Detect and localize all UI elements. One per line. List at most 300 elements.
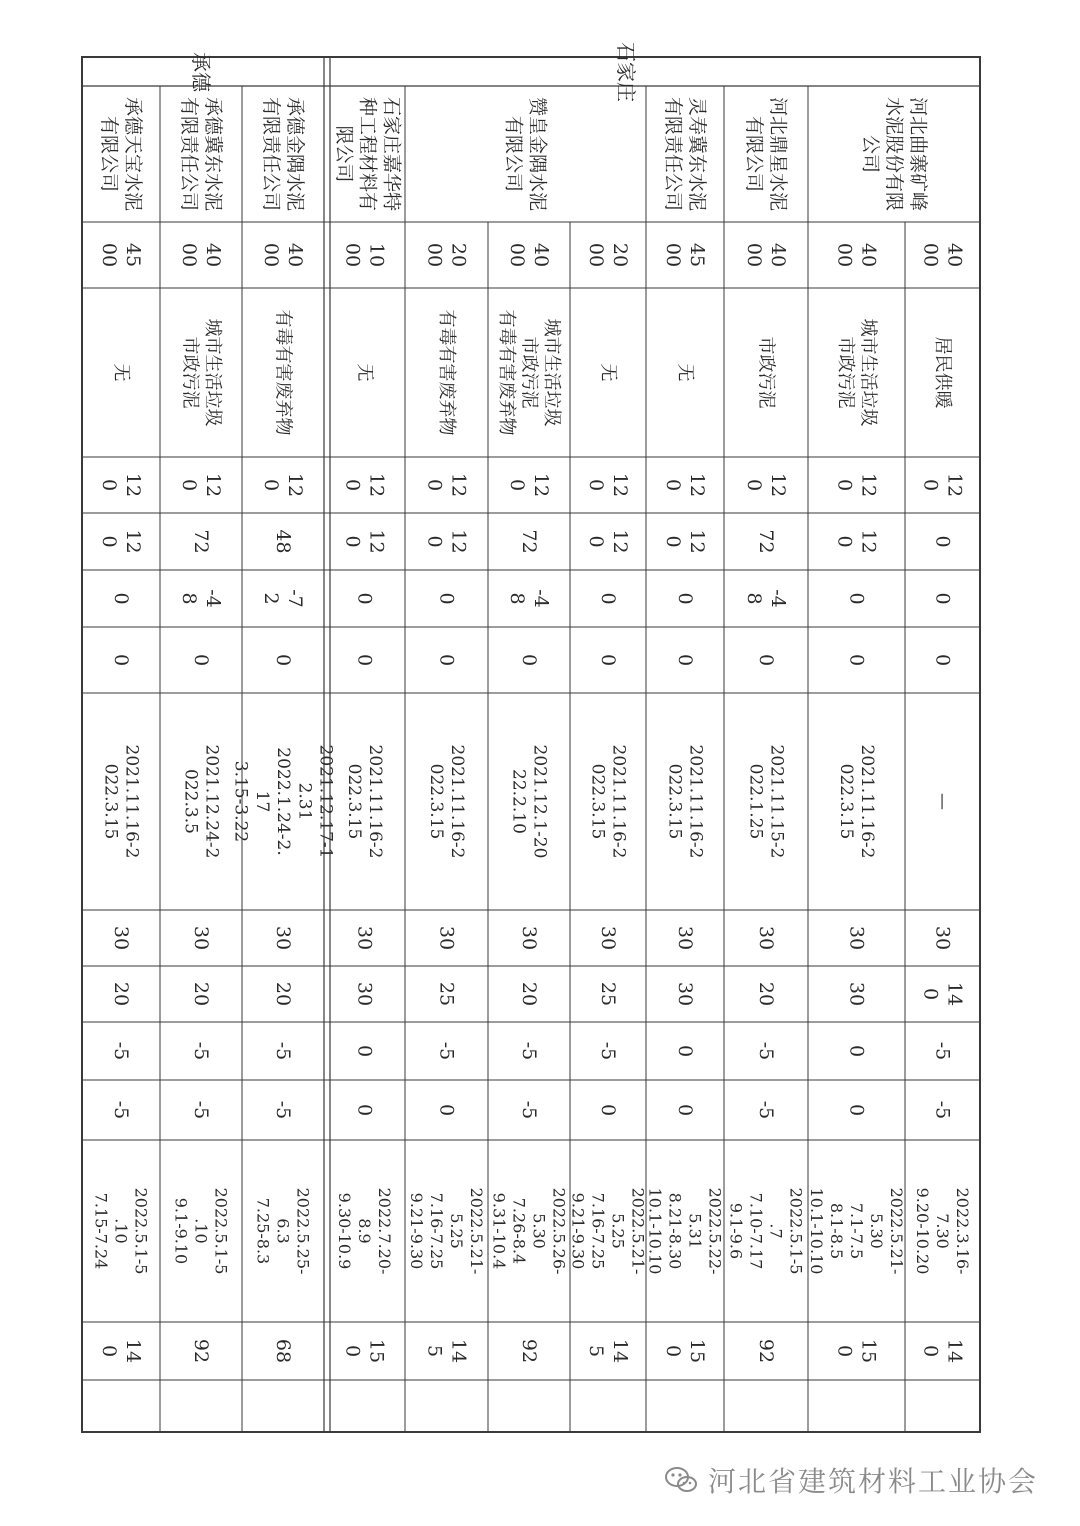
cell-c1 bbox=[518, 926, 540, 950]
cell-days_actual-line: 12 bbox=[365, 529, 388, 554]
cell-days_actual-line: 48 bbox=[272, 529, 294, 554]
cell-summer-line: 5.30 bbox=[867, 1213, 886, 1249]
cell-days_plan bbox=[424, 473, 470, 497]
cell-capacity-line: 00 bbox=[662, 242, 685, 268]
cell-c1 bbox=[272, 926, 294, 950]
cell-days_over bbox=[354, 654, 376, 666]
cell-summer-line: 9.31-10.4 bbox=[489, 1192, 509, 1270]
company-name-line: 赞皇金隅水泥 bbox=[526, 96, 549, 212]
cell-c3-line: -5 bbox=[110, 1041, 132, 1061]
cell-days_plan-line: 0 bbox=[423, 478, 446, 492]
cell-days_diff-line: 0 bbox=[110, 592, 132, 605]
cell-summer bbox=[335, 1188, 394, 1275]
cell-c1-line: 30 bbox=[755, 925, 777, 951]
cell-days_plan-line: 0 bbox=[260, 478, 283, 492]
cell-days_actual bbox=[585, 529, 631, 553]
cell-total bbox=[834, 1339, 880, 1363]
cell-summer-line: 8.1-8.5 bbox=[827, 1202, 846, 1260]
cell-period-line: — bbox=[932, 793, 953, 810]
cell-summer-line: 7.16-7.25 bbox=[427, 1192, 446, 1270]
cell-c4-line: -5 bbox=[110, 1100, 132, 1120]
cell-total bbox=[424, 1339, 470, 1363]
cell-days_diff-line: -7 bbox=[283, 589, 306, 608]
cell-cooperation-line: 无 bbox=[354, 363, 375, 382]
cell-summer-line: 2022.7.20- bbox=[375, 1187, 394, 1275]
cell-days_diff bbox=[178, 589, 224, 608]
cell-summer-line: 5.30 bbox=[529, 1213, 549, 1249]
cell-period-line: 2021.11.16-2 bbox=[857, 744, 878, 859]
company-name bbox=[98, 97, 144, 211]
cell-period-line: 2021.11.16-2 bbox=[608, 744, 629, 859]
cell-capacity-line: 00 bbox=[833, 242, 856, 268]
cell-days_over bbox=[674, 654, 696, 666]
cell-period-line: 2021.11.16-2 bbox=[447, 744, 468, 859]
cell-capacity-line: 40 bbox=[943, 242, 966, 268]
cell-summer-line: .10 bbox=[111, 1218, 131, 1244]
cell-days_plan-line: 12 bbox=[943, 472, 966, 498]
cell-capacity bbox=[662, 243, 708, 267]
cell-period-line: 2021.12.17-1 bbox=[315, 744, 336, 859]
cell-summer-line: 7.1-7.5 bbox=[847, 1202, 866, 1260]
cell-c1 bbox=[674, 926, 696, 950]
cell-summer-line: 7.15-7.24 bbox=[91, 1192, 111, 1270]
cell-days_plan-line: 0 bbox=[662, 478, 685, 492]
cell-period-line: 022.3.15 bbox=[425, 763, 446, 840]
cell-c3 bbox=[755, 1042, 777, 1061]
cell-c2-line: 25 bbox=[597, 981, 619, 1007]
cell-total-line: 0 bbox=[341, 1344, 364, 1358]
cell-cooperation-line: 有毒有害废弃物 bbox=[436, 309, 457, 436]
company-name-line: 有限责任公司 bbox=[662, 96, 685, 212]
cell-c3-line: -5 bbox=[435, 1041, 458, 1061]
cell-days_over bbox=[932, 654, 954, 666]
cell-days_actual-line: 0 bbox=[585, 535, 608, 548]
cell-total bbox=[585, 1339, 631, 1363]
cell-c4-line: 0 bbox=[597, 1103, 619, 1117]
cell-total-line: 14 bbox=[447, 1338, 470, 1364]
cell-capacity-line: 45 bbox=[121, 242, 144, 268]
cell-days_diff bbox=[743, 589, 789, 608]
cell-c4-line: -5 bbox=[272, 1100, 294, 1120]
cell-days_over-line: 0 bbox=[845, 653, 868, 667]
cell-capacity bbox=[424, 243, 470, 267]
cell-c1 bbox=[932, 926, 954, 950]
cell-summer-line: 5.25 bbox=[608, 1213, 628, 1249]
cell-period-line: 022.1.25 bbox=[745, 763, 766, 840]
cell-summer-line: 7.25-8.3 bbox=[253, 1197, 273, 1265]
cell-days_diff-line: -4 bbox=[201, 589, 224, 608]
cell-days_over bbox=[846, 654, 868, 666]
cell-days_actual-line: 72 bbox=[518, 529, 540, 554]
cell-cooperation-line: 市政污泥 bbox=[518, 336, 540, 409]
cell-days_actual-line: 0 bbox=[98, 535, 121, 548]
cell-days_actual-line: 12 bbox=[857, 529, 880, 554]
cell-period bbox=[231, 745, 336, 859]
cell-capacity bbox=[178, 243, 224, 267]
company-name bbox=[178, 97, 224, 211]
cell-days_plan-line: 12 bbox=[447, 472, 470, 498]
cell-days_plan-line: 0 bbox=[341, 478, 364, 492]
cell-c2 bbox=[354, 982, 376, 1006]
cell-c2 bbox=[110, 982, 132, 1006]
cell-capacity-line: 00 bbox=[506, 242, 529, 268]
company-name-line: 承德天宝水泥 bbox=[121, 96, 144, 212]
company-name-line: 有限公司 bbox=[743, 115, 766, 193]
cell-c1-line: 30 bbox=[845, 925, 868, 951]
cell-c3 bbox=[518, 1042, 540, 1061]
cell-c1-line: 30 bbox=[674, 925, 696, 951]
cell-summer-line: 7.26-8.4 bbox=[509, 1197, 529, 1265]
cell-days_actual bbox=[190, 529, 212, 553]
cell-cooperation bbox=[436, 310, 457, 436]
cell-c2 bbox=[190, 982, 212, 1006]
cell-total-line: 92 bbox=[755, 1338, 777, 1364]
cell-days_plan-line: 12 bbox=[766, 472, 789, 498]
cell-period bbox=[836, 745, 877, 859]
cell-c2 bbox=[674, 982, 696, 1006]
cell-c3 bbox=[110, 1042, 132, 1061]
cell-cooperation bbox=[111, 364, 132, 382]
cell-c4 bbox=[597, 1104, 619, 1116]
cell-summer-line: 2022.5.1-5 bbox=[786, 1187, 806, 1275]
cell-summer-line: 9.1-9.6 bbox=[726, 1202, 746, 1260]
cell-capacity-line: 20 bbox=[608, 242, 631, 268]
cell-days_plan bbox=[260, 473, 306, 497]
cell-days_actual bbox=[424, 529, 470, 553]
cell-total-line: 14 bbox=[121, 1338, 144, 1364]
cell-days_over bbox=[518, 654, 540, 666]
cell-capacity bbox=[342, 243, 388, 267]
cell-days_plan-line: 12 bbox=[283, 472, 306, 498]
cell-cooperation-line: 有毒有害废弃物 bbox=[496, 309, 517, 436]
cell-capacity-line: 40 bbox=[766, 242, 789, 268]
cell-cooperation bbox=[598, 364, 619, 382]
company-name bbox=[333, 97, 403, 211]
watermark-text: 河北省建筑材料工业协会 bbox=[707, 1465, 1038, 1498]
wechat-icon bbox=[664, 1465, 698, 1495]
cell-period-line: 17 bbox=[251, 790, 272, 813]
cell-summer-line: 9.21-9.30 bbox=[568, 1192, 588, 1270]
cell-cooperation-line: 无 bbox=[597, 363, 619, 382]
cell-days_over-line: 0 bbox=[674, 653, 696, 667]
cell-summer-line: 2022.3.16- bbox=[953, 1187, 972, 1275]
company-name-line: 有限责任公司 bbox=[178, 96, 201, 212]
cell-cooperation bbox=[273, 310, 294, 436]
cell-days_plan bbox=[506, 473, 552, 497]
cell-c3 bbox=[846, 1045, 868, 1057]
cell-total bbox=[518, 1339, 540, 1363]
cell-c1 bbox=[846, 926, 868, 950]
cell-total-line: 14 bbox=[943, 1338, 966, 1364]
cell-days_plan bbox=[662, 473, 708, 497]
cell-summer bbox=[646, 1188, 725, 1275]
cell-c3-line: 0 bbox=[353, 1044, 376, 1058]
cell-c2 bbox=[920, 982, 966, 1006]
cell-summer bbox=[254, 1188, 313, 1275]
cell-capacity-line: 00 bbox=[919, 242, 942, 268]
cell-days_plan bbox=[585, 473, 631, 497]
cell-total-line: 5 bbox=[585, 1344, 608, 1358]
cell-summer-line: 9.1-9.10 bbox=[171, 1197, 191, 1265]
cell-summer-line: 7.16-7.25 bbox=[588, 1192, 608, 1270]
cell-days_plan-line: 12 bbox=[121, 472, 144, 498]
cell-total-line: 92 bbox=[518, 1338, 540, 1364]
cell-days_actual bbox=[834, 529, 880, 553]
cell-c4-line: 0 bbox=[435, 1103, 458, 1117]
cell-days_over-line: 0 bbox=[755, 653, 777, 667]
cell-cooperation-line: 市政污泥 bbox=[179, 336, 201, 409]
cell-cooperation bbox=[179, 319, 223, 427]
cell-days_diff-line: 0 bbox=[435, 592, 458, 605]
cell-period bbox=[745, 745, 786, 859]
cell-days_plan bbox=[834, 473, 880, 497]
cell-days_plan bbox=[920, 473, 966, 497]
cell-summer bbox=[92, 1188, 151, 1275]
cell-summer-line: 2022.5.21- bbox=[467, 1187, 486, 1275]
cell-capacity-line: 20 bbox=[447, 242, 470, 268]
cell-days_actual-line: 0 bbox=[833, 535, 856, 548]
cell-period-line: 022.3.15 bbox=[664, 763, 685, 840]
cell-c4-line: 0 bbox=[353, 1103, 376, 1117]
cell-c1-line: 30 bbox=[931, 925, 954, 951]
cell-days_plan-line: 12 bbox=[685, 472, 708, 498]
cell-c2-line: 30 bbox=[674, 981, 696, 1007]
company-name bbox=[859, 97, 929, 211]
cell-capacity-line: 00 bbox=[743, 242, 766, 268]
cell-period-line: 3.15-3.22 bbox=[230, 760, 251, 843]
cell-c2 bbox=[597, 982, 619, 1006]
cell-total-line: 0 bbox=[98, 1344, 121, 1358]
cell-c1-line: 30 bbox=[353, 925, 376, 951]
cell-summer bbox=[913, 1188, 972, 1275]
cell-period-line: 2021.11.16-2 bbox=[685, 744, 706, 859]
cell-c1 bbox=[755, 926, 777, 950]
cell-capacity-line: 40 bbox=[857, 242, 880, 268]
cell-c4-line: -5 bbox=[190, 1100, 212, 1120]
cell-summer-line: .7 bbox=[766, 1223, 786, 1239]
cell-cooperation-line: 居民供暖 bbox=[932, 336, 953, 409]
cell-summer bbox=[172, 1188, 231, 1275]
cell-capacity-line: 00 bbox=[98, 242, 121, 268]
cell-c2-line: 25 bbox=[435, 981, 458, 1007]
cell-days_over bbox=[597, 654, 619, 666]
cell-cooperation-line: 城市生活垃圾 bbox=[541, 318, 562, 427]
cell-days_diff-line: 0 bbox=[845, 592, 868, 605]
cell-days_diff bbox=[597, 592, 619, 604]
cell-c4 bbox=[846, 1104, 868, 1116]
cell-period-line: 2021.11.16-2 bbox=[365, 744, 386, 859]
cell-days_diff bbox=[506, 589, 552, 608]
cell-c4 bbox=[518, 1101, 540, 1120]
cell-c4-line: 0 bbox=[674, 1103, 696, 1117]
cell-c4-line: -5 bbox=[755, 1100, 777, 1120]
cell-period-line: 2.31 bbox=[294, 782, 315, 821]
cell-summer bbox=[727, 1188, 806, 1275]
cell-capacity-line: 45 bbox=[685, 242, 708, 268]
watermark bbox=[664, 1460, 1038, 1500]
cell-c3-line: -5 bbox=[190, 1041, 212, 1061]
cell-period bbox=[933, 793, 953, 810]
cell-capacity-line: 00 bbox=[585, 242, 608, 268]
cell-days_plan bbox=[743, 473, 789, 497]
cell-summer-line: 5.25 bbox=[447, 1213, 466, 1249]
cell-days_plan-line: 0 bbox=[98, 478, 121, 492]
cell-days_actual-line: 0 bbox=[423, 535, 446, 548]
company-name bbox=[662, 97, 708, 211]
cell-cooperation-line: 市政污泥 bbox=[834, 336, 856, 409]
cell-days_over-line: 0 bbox=[110, 653, 132, 667]
cell-c3-line: -5 bbox=[755, 1041, 777, 1061]
cell-summer-line: 8.21-8.30 bbox=[665, 1192, 685, 1270]
cell-total bbox=[920, 1339, 966, 1363]
cell-c2-line: 20 bbox=[110, 981, 132, 1007]
cell-c4-line: 0 bbox=[845, 1103, 868, 1117]
cell-c3 bbox=[436, 1042, 458, 1061]
cell-days_over bbox=[272, 654, 294, 666]
cell-c2 bbox=[436, 982, 458, 1006]
cell-c1-line: 30 bbox=[272, 925, 294, 951]
cell-c1 bbox=[110, 926, 132, 950]
cell-days_diff-line: 8 bbox=[743, 592, 766, 605]
cell-period bbox=[508, 745, 549, 859]
cell-c3 bbox=[597, 1042, 619, 1061]
cell-cooperation-line: 城市生活垃圾 bbox=[857, 318, 879, 427]
cell-c1-line: 30 bbox=[597, 925, 619, 951]
region-label: 承德 bbox=[189, 52, 213, 92]
cell-period-line: 022.3.15 bbox=[587, 763, 608, 840]
cell-c1-line: 30 bbox=[518, 925, 540, 951]
cell-total-line: 5 bbox=[423, 1344, 446, 1358]
cell-days_plan-line: 0 bbox=[506, 478, 529, 492]
cell-cooperation-line: 市政污泥 bbox=[755, 336, 777, 409]
cell-cooperation bbox=[496, 310, 562, 436]
cell-c3 bbox=[932, 1042, 954, 1061]
cell-days_actual-line: 0 bbox=[931, 535, 954, 548]
cell-days_over-line: 0 bbox=[353, 653, 376, 667]
cell-days_diff-line: 0 bbox=[931, 592, 954, 605]
cell-c2-line: 30 bbox=[353, 981, 376, 1007]
cell-total bbox=[755, 1339, 777, 1363]
cell-total-line: 15 bbox=[685, 1338, 708, 1364]
cell-summer-line: 10.1-10.10 bbox=[645, 1187, 665, 1275]
cell-days_over bbox=[110, 654, 132, 666]
cell-period bbox=[344, 745, 385, 859]
cell-period-line: 2021.11.16-2 bbox=[121, 744, 142, 859]
cell-c3-line: 0 bbox=[845, 1044, 868, 1058]
company-name bbox=[743, 97, 789, 211]
cell-cooperation-line: 城市生活垃圾 bbox=[201, 318, 223, 427]
company-name-line: 种工程材料有 bbox=[356, 96, 379, 212]
cell-total-line: 0 bbox=[833, 1344, 856, 1358]
cell-days_diff-line: 0 bbox=[674, 592, 696, 605]
cell-days_plan-line: 12 bbox=[857, 472, 880, 498]
cell-days_over-line: 0 bbox=[190, 653, 212, 667]
cell-cooperation bbox=[354, 364, 375, 382]
cell-days_over-line: 0 bbox=[931, 653, 954, 667]
cell-summer bbox=[569, 1188, 648, 1275]
cell-total-line: 68 bbox=[272, 1338, 294, 1364]
company-name-line: 承德冀东水泥 bbox=[201, 96, 224, 212]
region-label: 石家庄 bbox=[614, 42, 638, 102]
cell-days_plan bbox=[178, 473, 224, 497]
cell-capacity bbox=[98, 243, 144, 267]
company-name-line: 有限责任公司 bbox=[260, 96, 283, 212]
cell-days_over-line: 0 bbox=[435, 653, 458, 667]
cell-cooperation bbox=[675, 364, 696, 382]
cell-capacity-line: 00 bbox=[260, 242, 283, 268]
cell-c2-line: 20 bbox=[518, 981, 540, 1007]
cell-c1 bbox=[354, 926, 376, 950]
cell-days_actual-line: 12 bbox=[447, 529, 470, 554]
company-name-line: 灵寿冀东水泥 bbox=[685, 96, 708, 212]
company-name-line: 水泥股份有限 bbox=[883, 96, 905, 212]
cell-days_diff-line: 0 bbox=[597, 592, 619, 605]
cell-days_over-line: 0 bbox=[272, 653, 294, 667]
cell-days_actual-line: 12 bbox=[121, 529, 144, 554]
cell-days_actual bbox=[98, 529, 144, 553]
cell-period-line: 2021.11.15-2 bbox=[766, 744, 787, 859]
cell-total-line: 0 bbox=[919, 1344, 942, 1358]
cell-summer-line: 6.3 bbox=[273, 1218, 293, 1244]
cell-c1-line: 30 bbox=[110, 925, 132, 951]
cell-summer-line: .10 bbox=[191, 1218, 211, 1244]
cell-capacity bbox=[834, 243, 880, 267]
cell-days_actual bbox=[272, 529, 294, 553]
cell-period-line: 022.3.15 bbox=[100, 763, 121, 840]
cell-c4 bbox=[110, 1101, 132, 1120]
cell-period-line: 2021.12.24-2 bbox=[201, 744, 222, 859]
cell-summer-line: 8.9 bbox=[355, 1218, 374, 1244]
cell-days_actual-line: 72 bbox=[190, 529, 212, 554]
cell-summer bbox=[407, 1188, 486, 1275]
cell-summer-line: 7.10-7.17 bbox=[746, 1192, 766, 1270]
cell-capacity bbox=[260, 243, 306, 267]
cell-c4-line: -5 bbox=[931, 1100, 954, 1120]
cell-days_actual-line: 0 bbox=[662, 535, 685, 548]
cell-summer-line: 9.21-9.30 bbox=[407, 1192, 426, 1270]
cell-total bbox=[272, 1339, 294, 1363]
cell-c2-line: 0 bbox=[919, 987, 942, 1001]
cell-days_actual-line: 12 bbox=[685, 529, 708, 554]
cell-cooperation bbox=[932, 337, 953, 409]
cell-c4-line: -5 bbox=[518, 1100, 540, 1120]
cell-cooperation-line: 无 bbox=[110, 363, 132, 382]
cell-days_over bbox=[190, 654, 212, 666]
cell-period-line: 022.3.5 bbox=[180, 769, 201, 834]
cell-days_plan bbox=[98, 473, 144, 497]
cell-c3 bbox=[674, 1045, 696, 1057]
cell-c4 bbox=[932, 1101, 954, 1120]
cell-cooperation-line: 有毒有害废弃物 bbox=[272, 309, 294, 436]
cell-c3-line: -5 bbox=[597, 1041, 619, 1061]
cell-c4 bbox=[272, 1101, 294, 1120]
cell-total-line: 14 bbox=[608, 1338, 631, 1364]
cell-days_over bbox=[436, 654, 458, 666]
cell-days_actual bbox=[932, 535, 954, 547]
cell-summer-line: 9.20-10.20 bbox=[913, 1187, 932, 1275]
cell-summer-line: 2022.5.22- bbox=[705, 1187, 725, 1275]
cell-days_actual bbox=[342, 529, 388, 553]
cell-c4 bbox=[674, 1104, 696, 1116]
cell-total bbox=[662, 1339, 708, 1363]
cell-capacity bbox=[920, 243, 966, 267]
cell-days_plan-line: 0 bbox=[585, 478, 608, 492]
cell-days_actual-line: 0 bbox=[341, 535, 364, 548]
cell-total-line: 15 bbox=[365, 1338, 388, 1364]
cell-days_actual bbox=[662, 529, 708, 553]
company-name-line: 石家庄嘉华特 bbox=[380, 96, 403, 212]
cell-capacity bbox=[585, 243, 631, 267]
